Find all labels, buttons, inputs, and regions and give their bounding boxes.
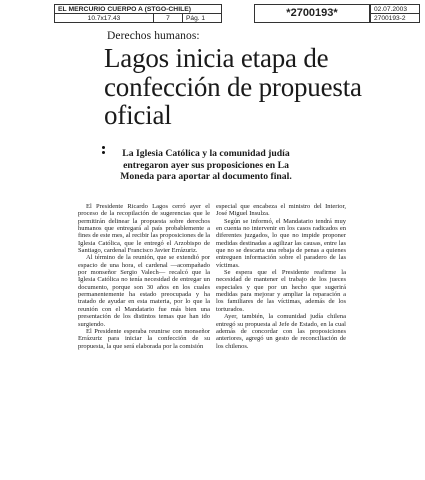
article-paragraph: El Presidente Ricardo Lagos cerró ayer el proceso de la recopilación de sugerencias que le permitirán delinear la propuesta sobre derechos humanos que entregará al país probablemente a fines de este mes, al recibir las proposiciones de la Iglesia Católica, que le entregó el Arzobispo de Santiago, cardenal Francisco Javier Errázuriz. [78,203,210,255]
article-paragraph: Ayer, también, la comunidad judía chilena entregó su propuesta al Jefe de Estado, en la cual además de concordar con las proposiciones anteriores, agregó un gesto de reconciliación de los chilenos. [216,313,346,350]
clipping-id: *2700193* [254,4,370,23]
article-paragraph: Según se informó, el Mandatario tendrá muy en cuenta no intervenir en los casos radicados en diferentes juzgados, lo que no impide proponer medidas destinadas a agilizar las causas, entre las que no se descarta una rebaja de penas a quienes entreguen información sobre el paradero de las víctimas. [216,217,346,269]
bullet-dots-icon [102,146,106,152]
clipping-code: 2700193-2 [370,13,420,23]
article-paragraph: Se espera que el Presidente reafirme la necesidad de mantener el trabajo de los jueces especiales y que por un hecho que sugerirá medidas para mejorar y ampliar la reparación a los familiares de las víctimas, además de los torturados. [216,269,346,313]
clipping-size: 10.7x17.43 [54,13,154,23]
article-paragraph: Al término de la reunión, que se extendió por espacio de una hora, el cardenal —acompañado por monseñor Sergio Valech— recalcó que la Iglesia Católica no tenía necesidad de entregar un documento, porque son 30 años en los cuales permanentemente ha estado preocupada y ha tratado de ayudar en esta materia, por lo que la reunión con el Mandatario fue más bien una presentación de los distintos temas que han ido surgiendo. [78,254,210,328]
article-headline: Lagos inicia etapa de confección de propuesta oficial [104,43,362,130]
article-column-right [216,203,346,350]
clipping-date: 02.07.2003 [370,4,420,14]
clipping-source: EL MERCURIO CUERPO A (STGO-CHILE) [54,4,222,14]
article-paragraph: El Presidente esperaba reunirse con monseñor Errázuriz para iniciar la confección de su propuesta, la que será elaborada por la comisión [78,327,210,350]
clipping-header [54,4,420,32]
clipping-page: Pág. 1 [182,13,222,23]
article-kicker: Derechos humanos: [107,30,200,42]
article-paragraph: especial que encabeza el ministro del Interior, José Miguel Insulza. [216,203,346,218]
article-deck: La Iglesia Católica y la comunidad judía entregaron ayer sus proposiciones en La Moneda para aportar al documento final. [120,148,292,183]
article-column-left [78,203,210,350]
clipping-column: 7 [153,13,183,23]
